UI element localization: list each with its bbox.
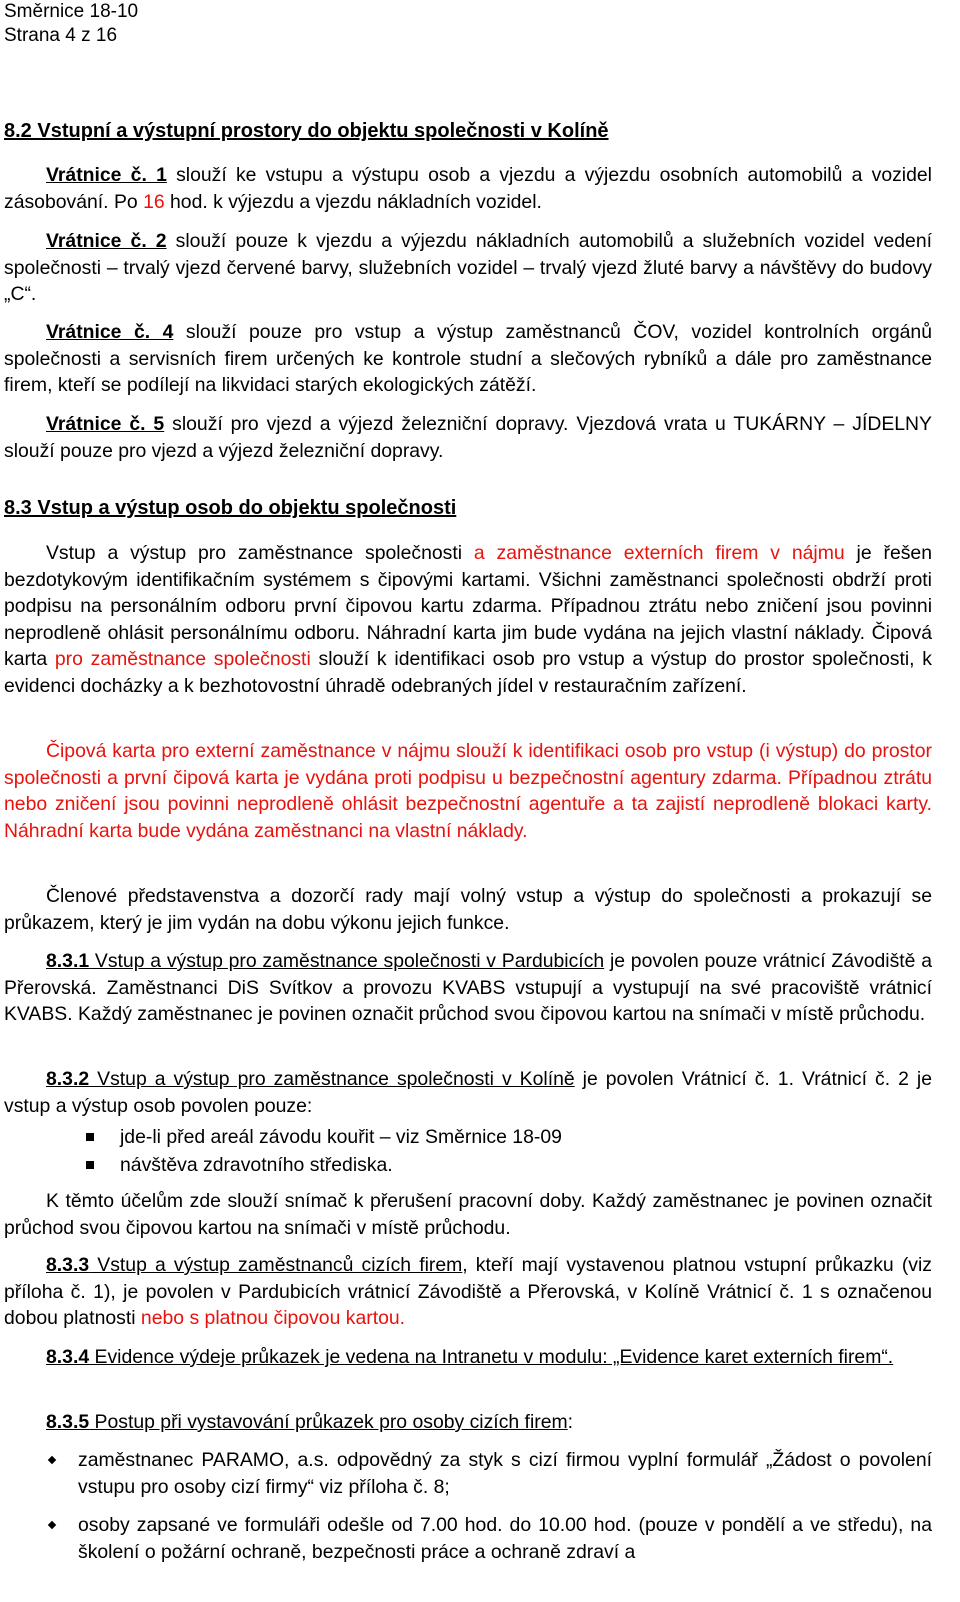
- list-item: jde-li před areál závodu kouřit – viz Směrnice 18-09: [120, 1126, 562, 1148]
- diamond-bullet-icon: [48, 1521, 56, 1529]
- paragraph-vratnice-1: Vrátnice č. 1 slouží ke vstupu a výstupu osob a vjezdu a výjezdu osobních automobilů a vozidel zásobování. Po 16 hod. k výjezdu a vjezdu nákladních vozidel.: [4, 164, 932, 213]
- square-bullet-icon: [86, 1161, 94, 1169]
- vratnice-1-label: Vrátnice č. 1: [46, 164, 167, 186]
- paragraph-break-reader: K těmto účelům zde slouží snímač k přerušení pracovní doby. Každý zaměstnanec je povinen označit průchod svou čipovou kartou na snímači v místě průchodu.: [4, 1190, 932, 1239]
- header-directive: Směrnice 18-10: [4, 1, 139, 22]
- list-item: zaměstnanec PARAMO, a.s. odpovědný za styk s cizí firmou vyplní formulář „Žádost o povolení vstupu pro osoby cizí firmy“ viz příloha č. 8;: [78, 1449, 932, 1498]
- paragraph-external-cards: Čipová karta pro externí zaměstnance v nájmu slouží k identifikaci osob pro vstup (i výstup) do prostor společnosti a první čipová karta je vydána proti podpisu u bezpečnostní agentury zdarma. Případnou ztrátu nebo zničení jsou povinni neprodleně ohlásit bezpečnostní agentuře a ta zajistí neprodleně blokaci karty. Náhradní karta bude vydána zaměstnanci na vlastní náklady.: [4, 740, 932, 842]
- vratnice-2-label: Vrátnice č. 2: [46, 230, 167, 252]
- doc-header: [4, 0, 138, 48]
- vratnice-4-label: Vrátnice č. 4: [46, 321, 174, 343]
- section-8-3-3: 8.3.3 Vstup a výstup zaměstnanců cizích firem, kteří mají vystavenou platnou vstupní průkazku (viz příloha č. 1), je povolen v Pardubicích vrátnicí Závodiště a Přerovská, v Kolíně Vrátnicí č. 1 s označenou dobou platnosti nebo s platnou čipovou kartou.: [4, 1254, 932, 1330]
- section-8-3-5: 8.3.5 Postup při vystavování průkazek pro osoby cizích firem:: [46, 1411, 574, 1433]
- section-8-3-2: 8.3.2 Vstup a výstup pro zaměstnance společnosti v Kolíně je povolen Vrátnicí č. 1. Vrátnicí č. 2 je vstup a výstup osob povolen pouze:: [4, 1068, 932, 1117]
- paragraph-vratnice-5: Vrátnice č. 5 slouží pro vjezd a výjezd železniční dopravy. Vjezdová vrata u TUKÁRNY – JÍDELNY slouží pouze pro vjezd a výjezd železniční dopravy.: [4, 413, 932, 462]
- section-8-3-1: 8.3.1 Vstup a výstup pro zaměstnance společnosti v Pardubicích je povolen pouze vrátnicí Závodiště a Přerovská. Zaměstnanci DiS Svítkov a provozu KVABS vstupují a vystupují na své pracoviště vrátnicí KVABS. Každý zaměstnanec je povinen označit průchod svou čipovou kartou na snímači v místě průchodu.: [4, 950, 932, 1026]
- header-page-number: Strana 4 z 16: [4, 25, 118, 46]
- diamond-bullet-icon: [48, 1456, 56, 1464]
- hours-value: 16: [143, 190, 165, 213]
- paragraph-vratnice-4: Vrátnice č. 4 slouží pouze pro vstup a výstup zaměstnanců ČOV, vozidel kontrolních orgánů společnosti a servisních firem určených ke kontrole studní a slečových rybníků a dále pro zaměstnance firem, kteří se podílejí na likvidaci starých ekologických zátěží.: [4, 321, 932, 397]
- paragraph-chip-cards: Vstup a výstup pro zaměstnance společnosti a zaměstnance externích firem v nájmu je řešen bezdotykovým identifikačním systémem s čipovými kartami. Všichni zaměstnanci společnosti obdrží proti podpisu na personálním odboru první čipovou kartu zdarma. Případnou ztrátu nebo zničení jsou povinni neprodleně ohlásit personálnímu odboru. Náhradní karta jim bude vydána na jejich vlastní náklady. Čipová karta pro zaměstnance společnosti slouží k identifikaci osob pro vstup a výstup do prostor společnosti, k evidenci docházky a k bezhotovostní úhradě odebraných jídel v restauračním zařízení.: [4, 542, 932, 697]
- paragraph-board-members: Členové představenstva a dozorčí rady mají volný vstup a výstup do společnosti a prokazují se průkazem, který je jim vydán na dobu výkonu jejich funkce.: [4, 885, 932, 934]
- square-bullet-icon: [86, 1133, 94, 1141]
- section-8-2-heading: 8.2 Vstupní a výstupní prostory do objektu společnosti v Kolíně: [4, 120, 609, 142]
- section-8-3-4: 8.3.4 Evidence výdeje průkazek je vedena na Intranetu v modulu: „Evidence karet externích firem“.: [46, 1346, 894, 1368]
- paragraph-vratnice-2: Vrátnice č. 2 slouží pouze k vjezdu a výjezdu nákladních automobilů a služebních vozidel vedení společnosti – trvalý vjezd červené barvy, služebních vozidel – trvalý vjezd žluté barvy a návštěvy do budovy „C“.: [4, 230, 932, 306]
- list-item: návštěva zdravotního střediska.: [120, 1154, 393, 1176]
- section-8-3-heading: 8.3 Vstup a výstup osob do objektu společnosti: [4, 497, 457, 519]
- list-item: osoby zapsané ve formuláři odešle od 7.00 hod. do 10.00 hod. (pouze v pondělí a ve středu), na školení o požární ochraně, bezpečnosti práce a ochraně zdraví a: [78, 1514, 932, 1563]
- vratnice-5-label: Vrátnice č. 5: [46, 413, 165, 435]
